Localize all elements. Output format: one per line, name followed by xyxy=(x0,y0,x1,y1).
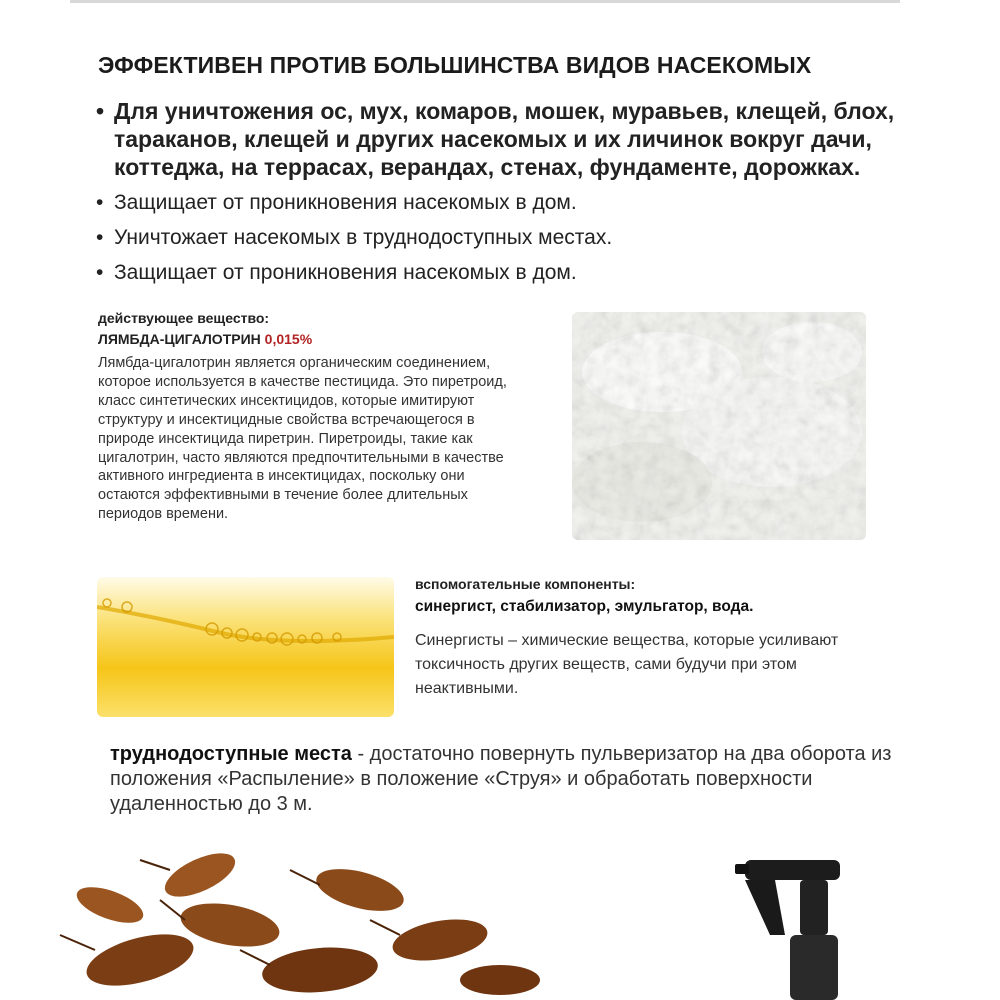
active-ingredient-name-line xyxy=(98,331,312,347)
benefit-item-protection: • Защищает от проникновения насекомых в дом. xyxy=(96,189,896,217)
auxiliary-components-list: синергист, стабилизатор, эмульгатор, вода. xyxy=(415,598,754,615)
hard-to-reach-text: - достаточно повернуть пульверизатор на два оборота из положения «Распыление» в положение «Струя» и обработать поверхности удаленностью до 3 м. xyxy=(110,743,892,815)
powder-image xyxy=(572,312,866,540)
active-ingredient-concentration: 0,015% xyxy=(264,331,313,347)
active-ingredient-label: действующее вещество: xyxy=(98,310,270,326)
auxiliary-components-label: вспомогательные компоненты: xyxy=(415,576,636,592)
oil-image xyxy=(97,577,394,717)
sprayer-icon xyxy=(735,860,840,1000)
benefit-item-targets: • Для уничтожения ос, мух, комаров, мошек, муравьев, клещей, блох, тараканов, клещей и других насекомых и их личинок вокруг дачи, коттеджа, на террасах, верандах, стенах, фундаменте, дорожках. xyxy=(96,97,896,181)
cockroach-icon xyxy=(60,844,540,997)
hard-to-reach-note xyxy=(110,742,900,817)
benefit-item-protection-repeat: • Защищает от проникновения насекомых в дом. xyxy=(96,259,896,287)
bottom-illustration xyxy=(0,830,1000,1000)
active-ingredient-description: Лямбда-цигалотрин является органическим соединением, которое используется в качестве пестицида. Это пиретроид, класс синтетических инсектицидов, которые имитируют структуру и инсектицидные свойства встречающегося в природе инсектицида пиретрин. Пиретроиды, такие как цигалотрин, часто являются предпочтительными в качестве активного ингредиента в инсектицидах, поскольку они остаются эффективными в течение более длительных периодов времени. xyxy=(98,355,507,523)
benefits-list xyxy=(96,97,896,294)
benefit-item-hard-places: • Уничтожает насекомых в труднодоступных местах. xyxy=(96,224,896,252)
top-divider xyxy=(70,0,900,3)
hard-to-reach-term: труднодоступные места xyxy=(110,743,352,765)
active-ingredient-name: ЛЯМБДА-ЦИГАЛОТРИН xyxy=(98,331,261,347)
auxiliary-components-description: Синергисты – химические вещества, которые усиливают токсичность других веществ, сами будучи при этом неактивными. xyxy=(415,632,839,697)
page-title: ЭФФЕКТИВЕН ПРОТИВ БОЛЬШИНСТВА ВИДОВ НАСЕКОМЫХ xyxy=(98,52,812,78)
